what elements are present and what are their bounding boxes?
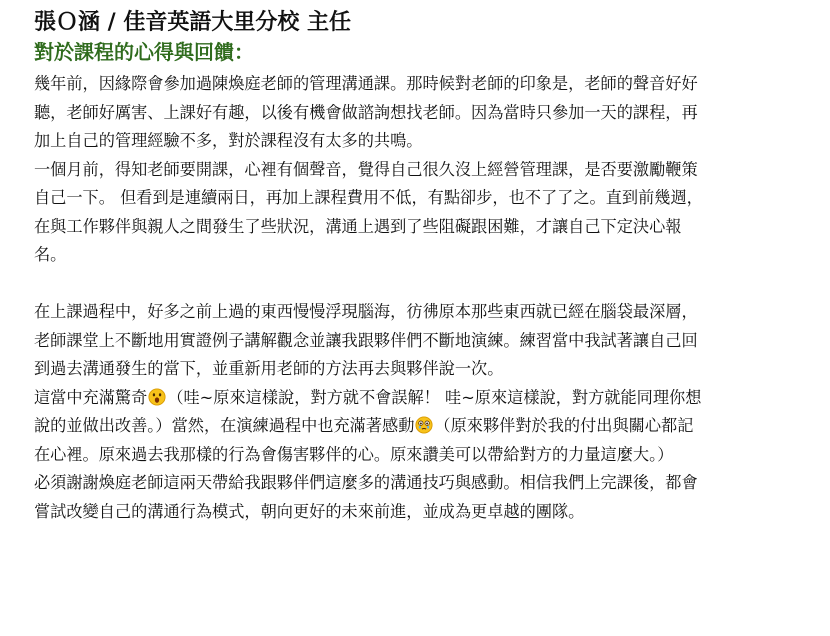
surprised-face-emoji-icon — [148, 388, 166, 406]
text-segment: 這當中充滿驚奇 — [34, 387, 148, 407]
paragraph-1 — [34, 70, 818, 156]
text-segment: （哇~原來這樣說，對方就不會誤解！ 哇~原來這樣說，對方就能同理你想 — [167, 387, 702, 407]
paragraph-spacer — [34, 270, 818, 299]
text-line: 聽，老師好厲害、上課好有趣，以後有機會做諮詢想找老師。因為當時只參加一天的課程，再 — [34, 102, 698, 122]
text-segment: 說的並做出改善。）當然，在演練過程中也充滿著感動 — [34, 416, 415, 435]
teary-face-emoji-icon — [415, 416, 433, 434]
text-segment: （原來夥伴對於我的付出與關心都記 — [434, 416, 694, 435]
text-line: 名。 — [34, 245, 67, 264]
text-line: 必須謝謝煥庭老師這兩天帶給我跟夥伴們這麼多的溝通技巧與感動。相信我們上完課後，都會 — [34, 473, 698, 492]
text-line: 到過去溝通發生的當下，並重新用老師的方法再去與夥伴說一次。 — [34, 359, 504, 378]
paragraph-2 — [34, 156, 818, 270]
text-line: 一個月前，得知老師要開課，心裡有個聲音，覺得自己很久沒上經營管理課，是否要激勵鞭策 — [34, 159, 698, 179]
text-line — [34, 384, 818, 413]
text-line: 幾年前，因緣際會參加過陳煥庭老師的管理溝通課。那時候對老師的印象是，老師的聲音好好 — [34, 74, 698, 93]
section-title: 對於課程的心得與回饋： — [34, 40, 254, 64]
text-line: 在與工作夥伴與親人之間發生了些狀況，溝通上遇到了些阻礙跟困難，才讓自己下定決心報 — [34, 216, 682, 236]
text-line — [34, 412, 818, 441]
paragraph-4 — [34, 384, 818, 527]
text-line: 老師課堂上不斷地用實證例子講解觀念並讓我跟夥伴們不斷地演練。練習當中我試著讓自己回 — [34, 330, 698, 350]
author-heading: 張Ｏ涵 / 佳音英語大里分校 主任 — [34, 10, 352, 35]
text-line: 加上自己的管理經驗不多，對於課程沒有太多的共鳴。 — [34, 131, 423, 150]
paragraph-3 — [34, 298, 818, 384]
text-line: 在心裡。原來過去我那樣的行為會傷害夥伴的心。原來讚美可以帶給對方的力量這麼大。） — [34, 444, 674, 464]
text-line: 自己一下。 但看到是連續兩日，再加上課程費用不低，有點卻步，也不了了之。直到前幾週， — [34, 188, 703, 207]
text-line: 嘗試改變自己的溝通行為模式，朝向更好的未來前進，並成為更卓越的團隊。 — [34, 501, 585, 521]
text-line: 在上課過程中，好多之前上過的東西慢慢浮現腦海，彷彿原本那些東西就已經在腦袋最深層， — [34, 302, 698, 321]
